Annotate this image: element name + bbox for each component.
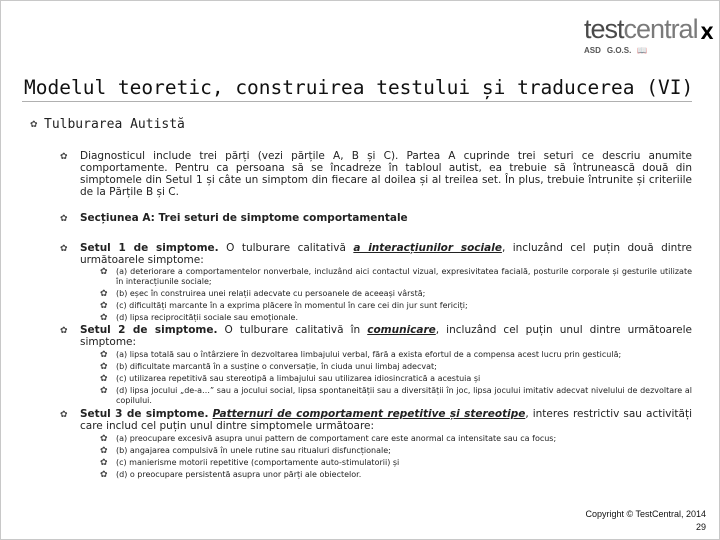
set2-text2: , incluzând cel puțin unul dintre următoarele simptome:: [80, 324, 692, 348]
bullet-icon: ✿: [60, 244, 68, 254]
bullet-icon: ✿: [100, 350, 108, 360]
bullet-icon: ✿: [100, 289, 108, 299]
set1-item-a: (a) deteriorare a comportamentelor nonverbale, incluzând aici contactul vizual, expresivitatea facială, posturile corporale și gesturile utilizate în interacțiunile sociale;: [116, 267, 692, 286]
set1-text1: O tulburare calitativă: [218, 242, 354, 254]
set2-item-b: (b) dificultate marcantă în a susține o conversație, în ciuda unui limbaj adecvat;: [116, 362, 437, 371]
set1-paragraph: [80, 242, 692, 266]
set2-text1: O tulburare calitativă în: [217, 324, 368, 336]
bullet-icon: ✿: [100, 434, 108, 444]
set1-item-c: (c) dificultăți marcante în a exprima plăcere în momentul în care cei din jur sunt fericiți;: [116, 301, 468, 310]
set1-item-d: (d) lipsa reciprocității sociale sau emoționale.: [116, 313, 299, 322]
bullet-icon: ✿: [60, 152, 68, 162]
set2-emphasis: comunicare: [367, 324, 436, 336]
bullet-icon: ✿: [60, 214, 68, 224]
testcentral-logo: [584, 14, 698, 70]
bullet-icon: ✿: [100, 267, 108, 277]
book-icon: 📖: [637, 46, 648, 55]
set3-text2: , interes restrictiv sau activități care includ cel puțin unul dintre simptomele următoare:: [80, 408, 692, 432]
set2-item-c: (c) utilizarea repetitivă sau stereotipă a limbajului sau utilizarea idiosincratică a acestuia și: [116, 374, 481, 383]
set3-item-b: (b) angajarea compulsivă în unele rutine sau ritualuri disfuncționale;: [116, 446, 391, 455]
bullet-icon: ✿: [60, 326, 68, 336]
logo-word-test: test: [584, 14, 624, 44]
set1-emphasis: a interacțiunilor sociale: [353, 242, 502, 254]
set3-item-d: (d) o preocupare persistentă asupra unor părți ale obiectelor.: [116, 470, 362, 479]
intro-paragraph: Diagnosticul include trei părți (vezi părțile A, B și C). Partea A cuprinde trei seturi ce descriu anumite comportamente. Pentru ca persoana să se încadreze în tabloul autist, ea trebuie să întrunească două din simptomele din Setul 1 și câte un simptom din fiecare al doilea și al treilea set. În plus, trebuie întrunite și criteriile de la Părțile B și C.: [80, 150, 692, 198]
set1-text2: , incluzând cel puțin două dintre următoarele simptome:: [80, 242, 692, 266]
bullet-icon: ✿: [30, 120, 38, 130]
logo-sub-gos: G.O.S.: [606, 46, 632, 55]
copyright-text: Copyright © TestCentral, 2014: [585, 509, 706, 519]
bullet-icon: ✿: [100, 446, 108, 456]
page-number: 29: [695, 522, 706, 532]
set2-item-d: (d) lipsa jocului „de-a…” sau a jocului social, lipsa spontaneității sau a diversității în joc, lipsa jocului imitativ adecvat nivelului de dezvoltare al copilului.: [116, 386, 692, 405]
bullet-icon: ✿: [100, 313, 108, 323]
bullet-icon: ✿: [100, 362, 108, 372]
set3-item-a: (a) preocupare excesivă asupra unui pattern de comportament care este anormal ca intensitate sau ca focus;: [116, 434, 557, 443]
set1-head: Setul 1 de simptome.: [80, 242, 219, 254]
bullet-icon: ✿: [100, 458, 108, 468]
logo-word-central: central: [623, 14, 698, 44]
set3-item-c: (c) manierisme motorii repetitive (comportamente auto-stimulatorii) și: [116, 458, 400, 467]
bullet-icon: ✿: [60, 410, 68, 420]
set2-head: Setul 2 de simptome.: [80, 324, 218, 336]
slide-title: Modelul teoretic, construirea testului și traducerea (VI): [24, 76, 694, 99]
title-divider: [22, 101, 692, 102]
section-a-heading: [80, 212, 692, 224]
set1-item-b: (b) eșec în construirea unei relații adecvate cu persoanele de aceeași vârstă;: [116, 289, 426, 298]
bullet-icon: ✿: [100, 470, 108, 480]
close-button[interactable]: X: [700, 24, 714, 44]
set3-emphasis: Patternuri de comportament repetitive și stereotipe: [212, 408, 526, 420]
set3-head: Setul 3 de simptome.: [80, 408, 209, 420]
set2-paragraph: [80, 324, 692, 348]
set2-item-a: (a) lipsa totală sau o întârziere în dezvoltarea limbajului verbal, fără a exista efortul de a compensa acest lucru prin gesticulă;: [116, 350, 622, 359]
slide-footer: [585, 508, 706, 534]
section-heading: Tulburarea Autistă: [44, 117, 185, 132]
logo-sub-asd: ASD: [584, 46, 601, 55]
bullet-icon: ✿: [100, 374, 108, 384]
bullet-icon: ✿: [100, 386, 108, 396]
set3-paragraph: [80, 408, 692, 432]
section-a-label: Secțiunea A: Trei seturi de simptome comportamentale: [80, 212, 408, 224]
bullet-icon: ✿: [100, 301, 108, 311]
